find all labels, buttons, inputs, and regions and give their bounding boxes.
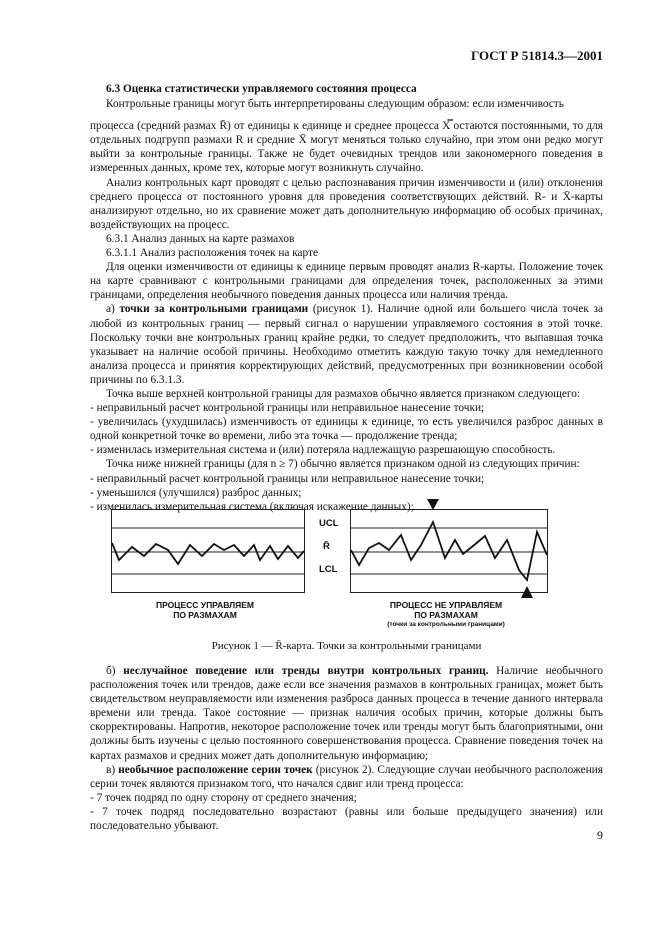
below-item-2: - уменьшился (улучшился) разброс данных; (90, 486, 603, 500)
item-a (90, 302, 603, 387)
page-number: 9 (597, 828, 603, 842)
item-b (90, 664, 603, 763)
point-below-lcl-marker (521, 586, 533, 598)
right-chart-title-line-2: ПО РАЗМАХАМ (414, 610, 478, 620)
r-chart-in-control-plot (112, 510, 304, 592)
r-chart-in-control (111, 509, 305, 593)
r-chart-out-of-control (350, 509, 548, 593)
item-a-bold: точки за контрольными границами (119, 303, 309, 316)
figure-caption: Рисунок 1 — R̄-карта. Точки за контрольными границами (211, 640, 482, 652)
standard-number: ГОСТ Р 51814.3—2001 (471, 48, 603, 63)
above-ucl-intro: Точка выше верхней контрольной границы для размахов обычно является признаком следующего: (106, 387, 581, 400)
above-item-2: - увеличилась (ухудшилась) изменчивость от единицы к единице, то есть увеличился разброс данных в одной конкретной точке во времени, либо эта точка — продолжение тренда; (90, 415, 603, 443)
item-b-bold: неслучайное поведение или тренды внутри контрольных границ. (123, 665, 489, 677)
below-lcl-intro: Точка ниже нижней границы (для n ≥ 7) обычно является признаком одной из следующих причин: (106, 458, 580, 471)
item-a-label: а) (106, 303, 120, 316)
below-item-3: - изменилась измерительная система (включая искажение данных); (90, 500, 603, 514)
paragraph-1-line-1: Контрольные границы могут быть интерпретированы следующим образом: если изменчивость (106, 98, 564, 111)
figure-1 (90, 494, 603, 654)
below-item-1: - неправильный расчет контрольной границы или неправильное нанесение точки; (90, 472, 603, 486)
right-chart-title-line-3: (точки за контрольными границами) (387, 621, 505, 628)
point-above-ucl-marker (427, 499, 439, 510)
subheading-6-3-1-1: 6.3.1.1 Анализ расположения точек на карте (106, 247, 319, 260)
left-chart-title-line-1: ПРОЦЕСС УПРАВЛЯЕМ (155, 600, 254, 610)
paragraph-2: Анализ контрольных карт проводят с целью распознавания причин изменчивости и (или) отклонения среднего процесса от постоянного уровня для проведения соответствующих действий. R- и X̄-карты анализируют отдельно, но их сравнение может дать дополнительную информацию об особых причинах, воздействующих на процесс. (90, 176, 603, 231)
main-text (90, 82, 603, 514)
subheading-6-3-1: 6.3.1 Анализ данных на карте размахов (106, 232, 295, 245)
range-series-line (351, 522, 547, 580)
center-line-label: R̄ (323, 541, 330, 552)
above-item-1: - неправильный расчет контрольной границы или неправильное нанесение точки; (90, 401, 603, 415)
left-chart-title (130, 600, 280, 620)
c-item-2: - 7 точек подряд последовательно возрастают (равны или больше предыдущего значения) или последовательно убывают. (90, 805, 603, 833)
right-chart-title (366, 600, 526, 630)
c-item-1: - 7 точек подряд по одну сторону от среднего значения; (90, 791, 603, 805)
item-c-bold: необычное расположение серии точек (118, 763, 313, 776)
item-b-text: Наличие необычного расположения точек или трендов, даже если все значения размахов в контрольных границах, может быть свидетельством неуправляемости или изменения разброса данных процесса в течение данного интервала времени или тренда. Такое состояние — признак наличия особых причин, которые должны быть скорректированы. Напротив, некоторое расположение точек или тренды могут быть благоприятными, они должны быть изучены с целью постоянного совершенствования процесса. Сравнение поведения точек на картах размахов и средних может дать дополнительную информацию; (90, 665, 603, 762)
item-c (90, 763, 603, 791)
left-chart-title-line-2: ПО РАЗМАХАМ (173, 610, 237, 620)
item-c-label: в) (106, 763, 119, 776)
item-b-label: б) (106, 665, 124, 677)
r-chart-out-of-control-plot (351, 510, 547, 592)
range-series-line (112, 543, 304, 564)
right-chart-title-line-1: ПРОЦЕСС НЕ УПРАВЛЯЕМ (389, 600, 503, 610)
paragraph-1-rest: процесса (средний размах R̄) от единицы к единице и среднее процесса X̿ остаются постоянными, то для отдельных подгрупп размахи R и средние X̄ могут меняться только случайно, при этом они редко могут выйти за контрольные границы. Также не будет очевидных трендов или закономерного поведения в измеренных данных, кроме тех, которые могут возникнуть случайно. (90, 120, 603, 175)
ucl-label: UCL (319, 518, 339, 529)
section-heading: 6.3 Оценка статистически управляемого состояния процесса (106, 83, 417, 95)
item-a-text: (рисунок 1). Наличие одной или большего числа точек за любой из контрольных границ — первый сигнал о нарушении управляемого состояния в этой точке. Поскольку точки вне контрольных границ крайне редки, то следует предположить, что выпавшая точка указывает на наличие особой причины. Необходимо отметить каждую такую точку для немедленного анализа процесса и принятия корректирующих действий, предусмотренных при возникновении особой причины по 6.3.1.3. (90, 303, 604, 386)
main-text-continued (90, 664, 603, 833)
lcl-label: LCL (319, 564, 338, 575)
paragraph-3: Для оценки изменчивости от единицы к единице первым проводят анализ R-карты. Положение точек на карте сравнивают с контрольными границами для определения точек, расположенных за этими границами, определения необычного поведения данных процесса или наличия тренда. (90, 261, 603, 302)
above-item-3: - изменилась измерительная система и (или) потеряла надлежащую разрешающую способность. (90, 443, 603, 457)
item-c-text: (рисунок 2). Следующие случаи необычного расположения серии точек являются признаком того, что начался сдвиг или тренд процесса: (90, 763, 603, 790)
